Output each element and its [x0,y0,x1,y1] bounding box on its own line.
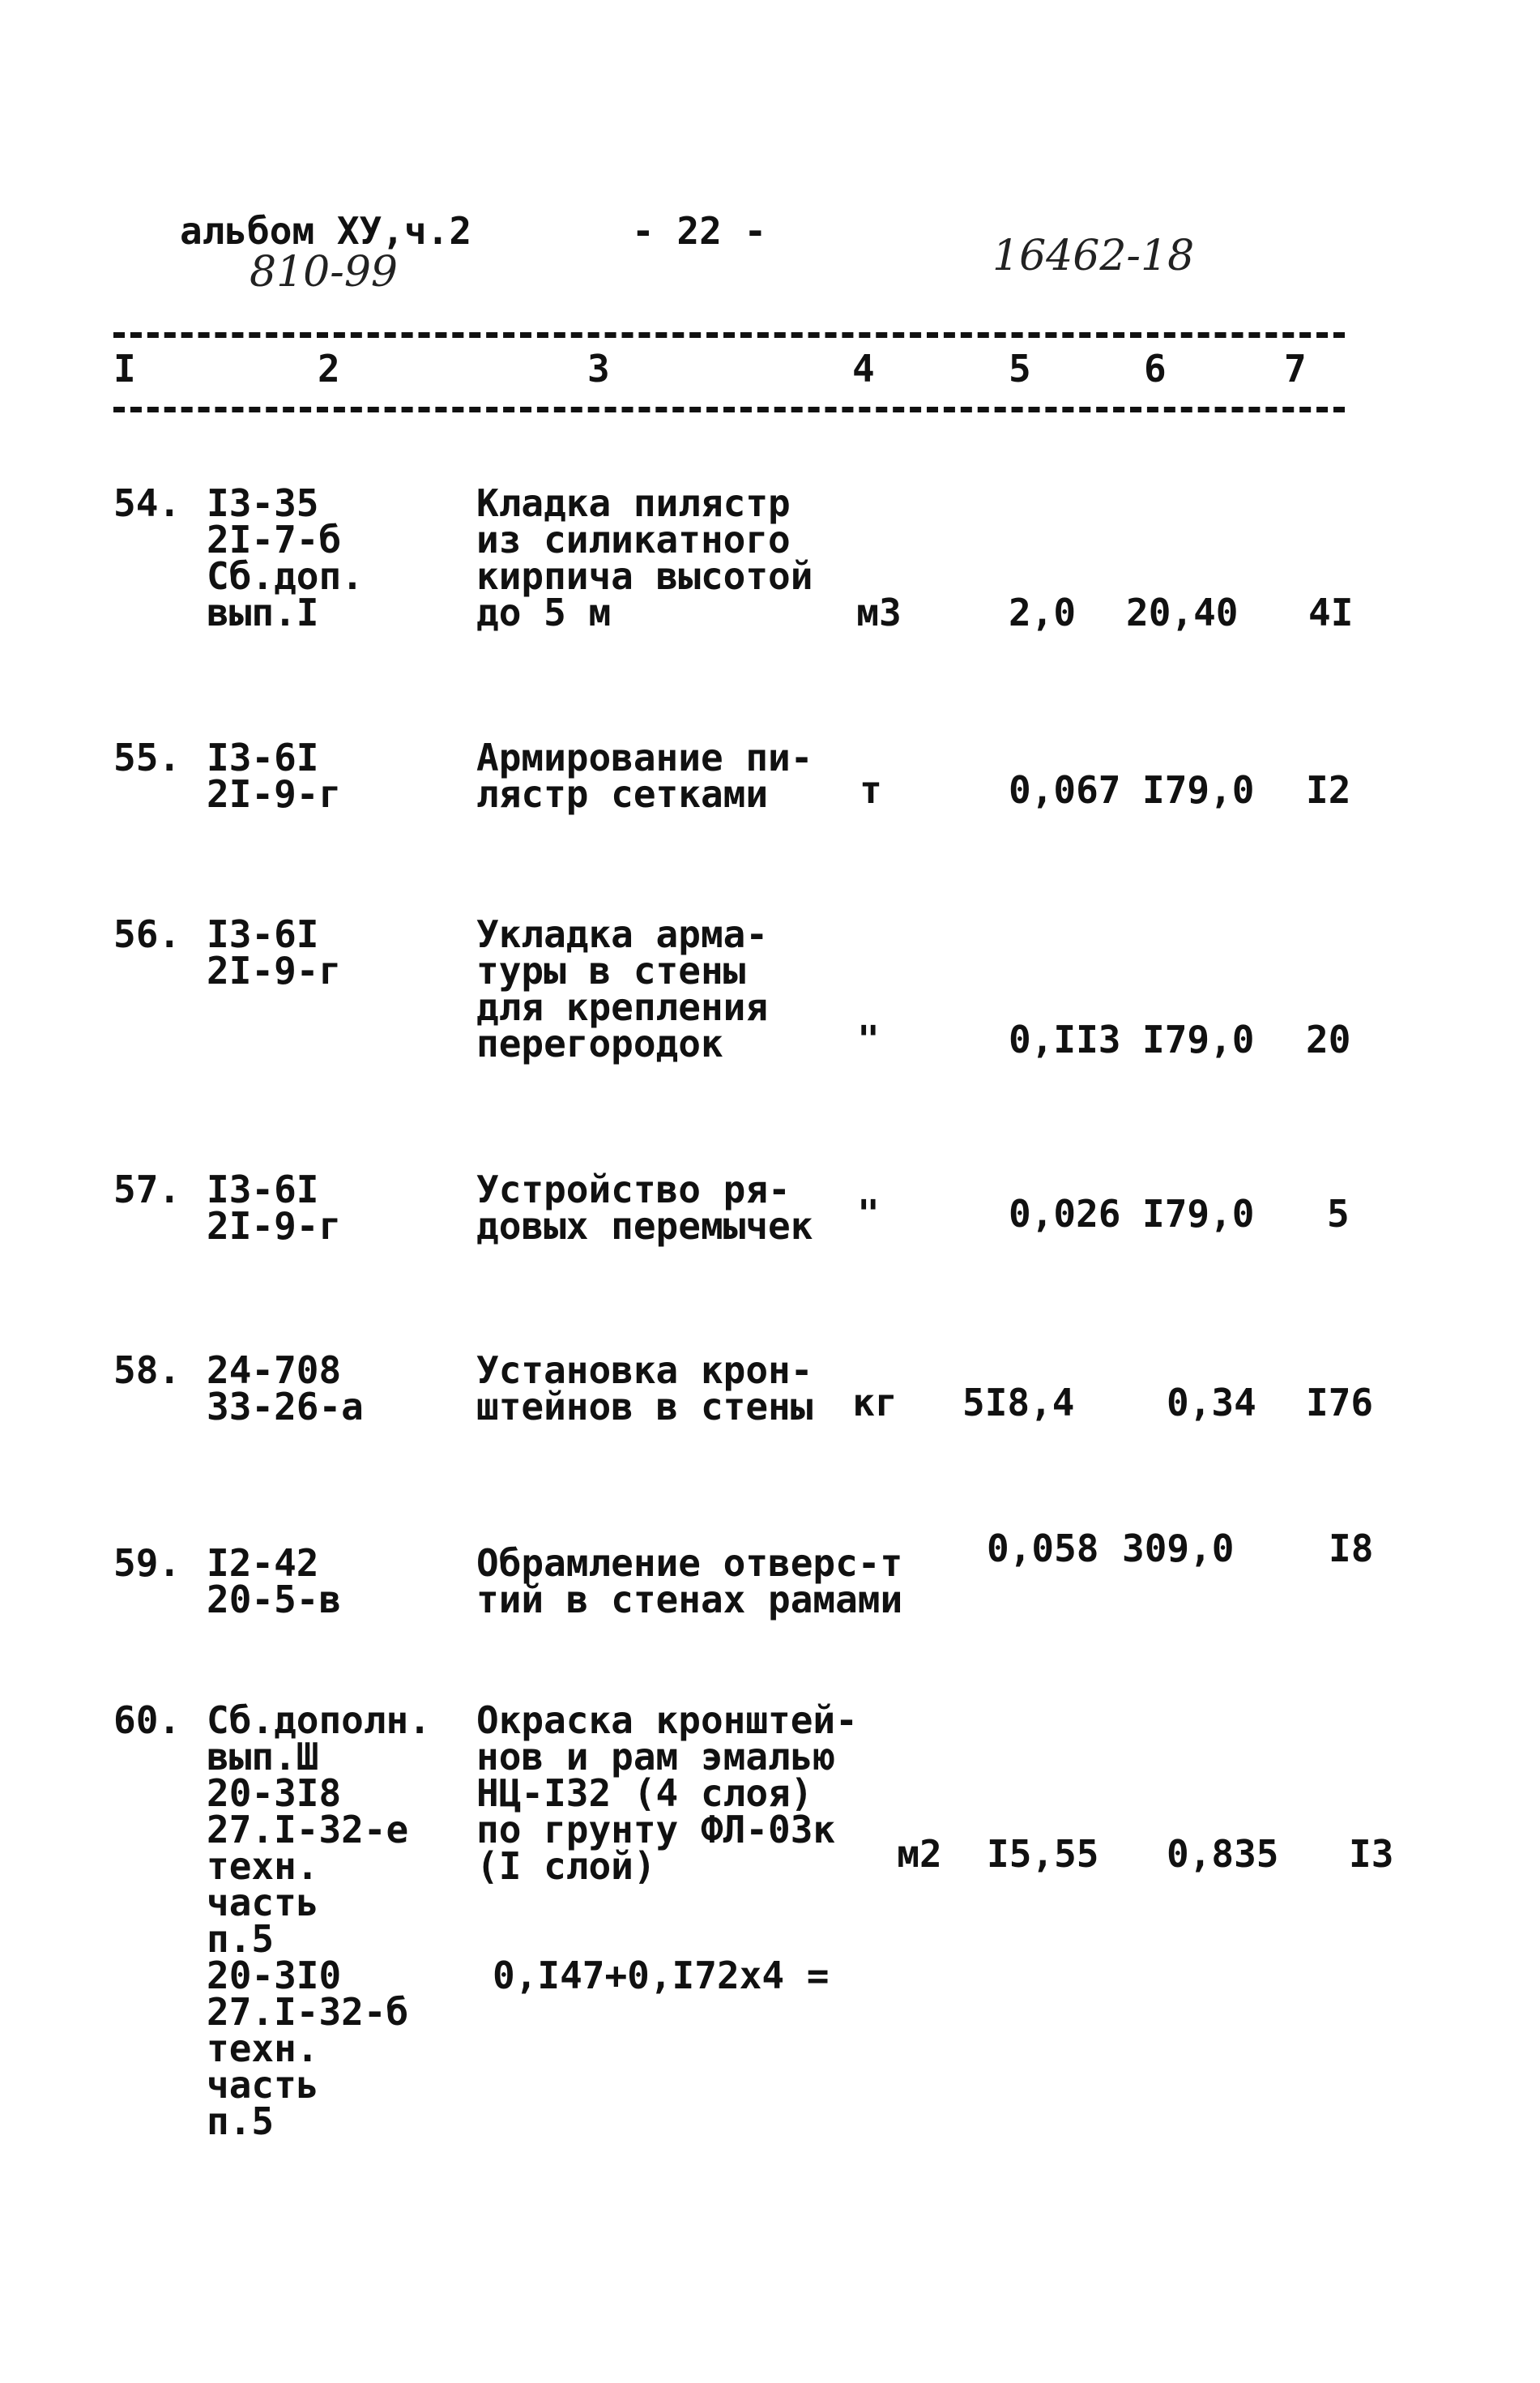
quantity: 0,067 [1009,768,1121,812]
column-header-2: 2 [318,347,340,391]
work-description: Укладка арма- туры в стены для крепления перегородок [476,912,769,1066]
norm-code: Сб.дополн. вып.Ш 20-3I8 27.I-32-е техн. часть п.5 20-3I0 27.I-32-б техн. часть п.5 [207,1698,431,2143]
work-description: Установка крон- штейнов в стены [476,1348,813,1429]
unit-price: 20,40 [1126,591,1239,634]
column-header-7: 7 [1284,347,1307,391]
total-cost: 4I [1308,591,1354,634]
column-header-5: 5 [1009,347,1031,391]
norm-code: 24-708 33-26-а [207,1348,364,1429]
page-number: - 22 - [632,209,767,253]
unit: м2 [897,1832,942,1876]
work-description: Армирование пи- лястр сетками [476,736,813,816]
quantity: 0,058 [987,1527,1099,1570]
work-description: Кладка пилястр из силикатного кирпича высотой до 5 м [476,481,813,634]
column-header-4: 4 [852,347,875,391]
norm-code: I3-35 2I-7-б Сб.доп. вып.I [207,481,364,634]
norm-code: I3-6I 2I-9-г [207,736,342,816]
column-header-1: I [113,347,136,391]
column-header-3: 3 [587,347,610,391]
header-top-divider [113,332,1345,338]
total-cost: I8 [1329,1527,1374,1570]
work-description: Устройство ря- довых перемычек [476,1168,813,1248]
work-description: Окраска кронштей- нов и рам эмалью НЦ-I32 (4 слоя) по грунту ФЛ-03к (I слой) [476,1698,858,1888]
norm-code: I3-6I 2I-9-г [207,912,342,993]
quantity: 5I8,4 [962,1381,1075,1424]
quantity: 0,II3 [1009,1018,1121,1061]
unit-price: I79,0 [1142,1192,1255,1236]
row-number: 58. [113,1348,181,1392]
norm-code: I3-6I 2I-9-г [207,1168,342,1248]
norm-code: I2-42 20-5-в [207,1541,342,1621]
work-description: Обрамление отверс-т тий в стенах рамами [476,1541,903,1621]
unit-price: 309,0 [1122,1527,1235,1570]
unit-price: 0,34 [1167,1381,1256,1424]
row-number: 59. [113,1541,181,1585]
quantity: 0,026 [1009,1192,1121,1236]
row-number: 54. [113,481,181,525]
row-number: 55. [113,736,181,779]
handwritten-document-number: 16462-18 [992,232,1195,280]
album-label: альбом XУ,ч.2 [180,209,472,253]
unit: м3 [856,591,902,634]
row-number: 57. [113,1168,181,1211]
total-cost: 5 [1327,1192,1350,1236]
ditto-mark: " [857,1192,880,1236]
column-header-6: 6 [1144,347,1167,391]
total-cost: I3 [1349,1832,1394,1876]
quantity: 2,0 [1009,591,1077,634]
row-number: 56. [113,912,181,956]
unit: т [860,768,882,812]
total-cost: 20 [1306,1018,1351,1061]
row-number: 60. [113,1698,181,1742]
unit-price: I79,0 [1142,1018,1255,1061]
total-cost: I76 [1306,1381,1374,1424]
header-bottom-divider [113,407,1345,412]
unit-price: 0,835 [1167,1832,1279,1876]
quantity: I5,55 [987,1832,1099,1876]
ditto-mark: " [857,1018,880,1061]
unit: кг [852,1381,898,1424]
total-cost: I2 [1306,768,1351,812]
unit-price: I79,0 [1142,768,1255,812]
handwritten-album-number: 810-99 [250,248,398,297]
calculation-formula: 0,I47+0,I72х4 = [493,1954,830,1997]
